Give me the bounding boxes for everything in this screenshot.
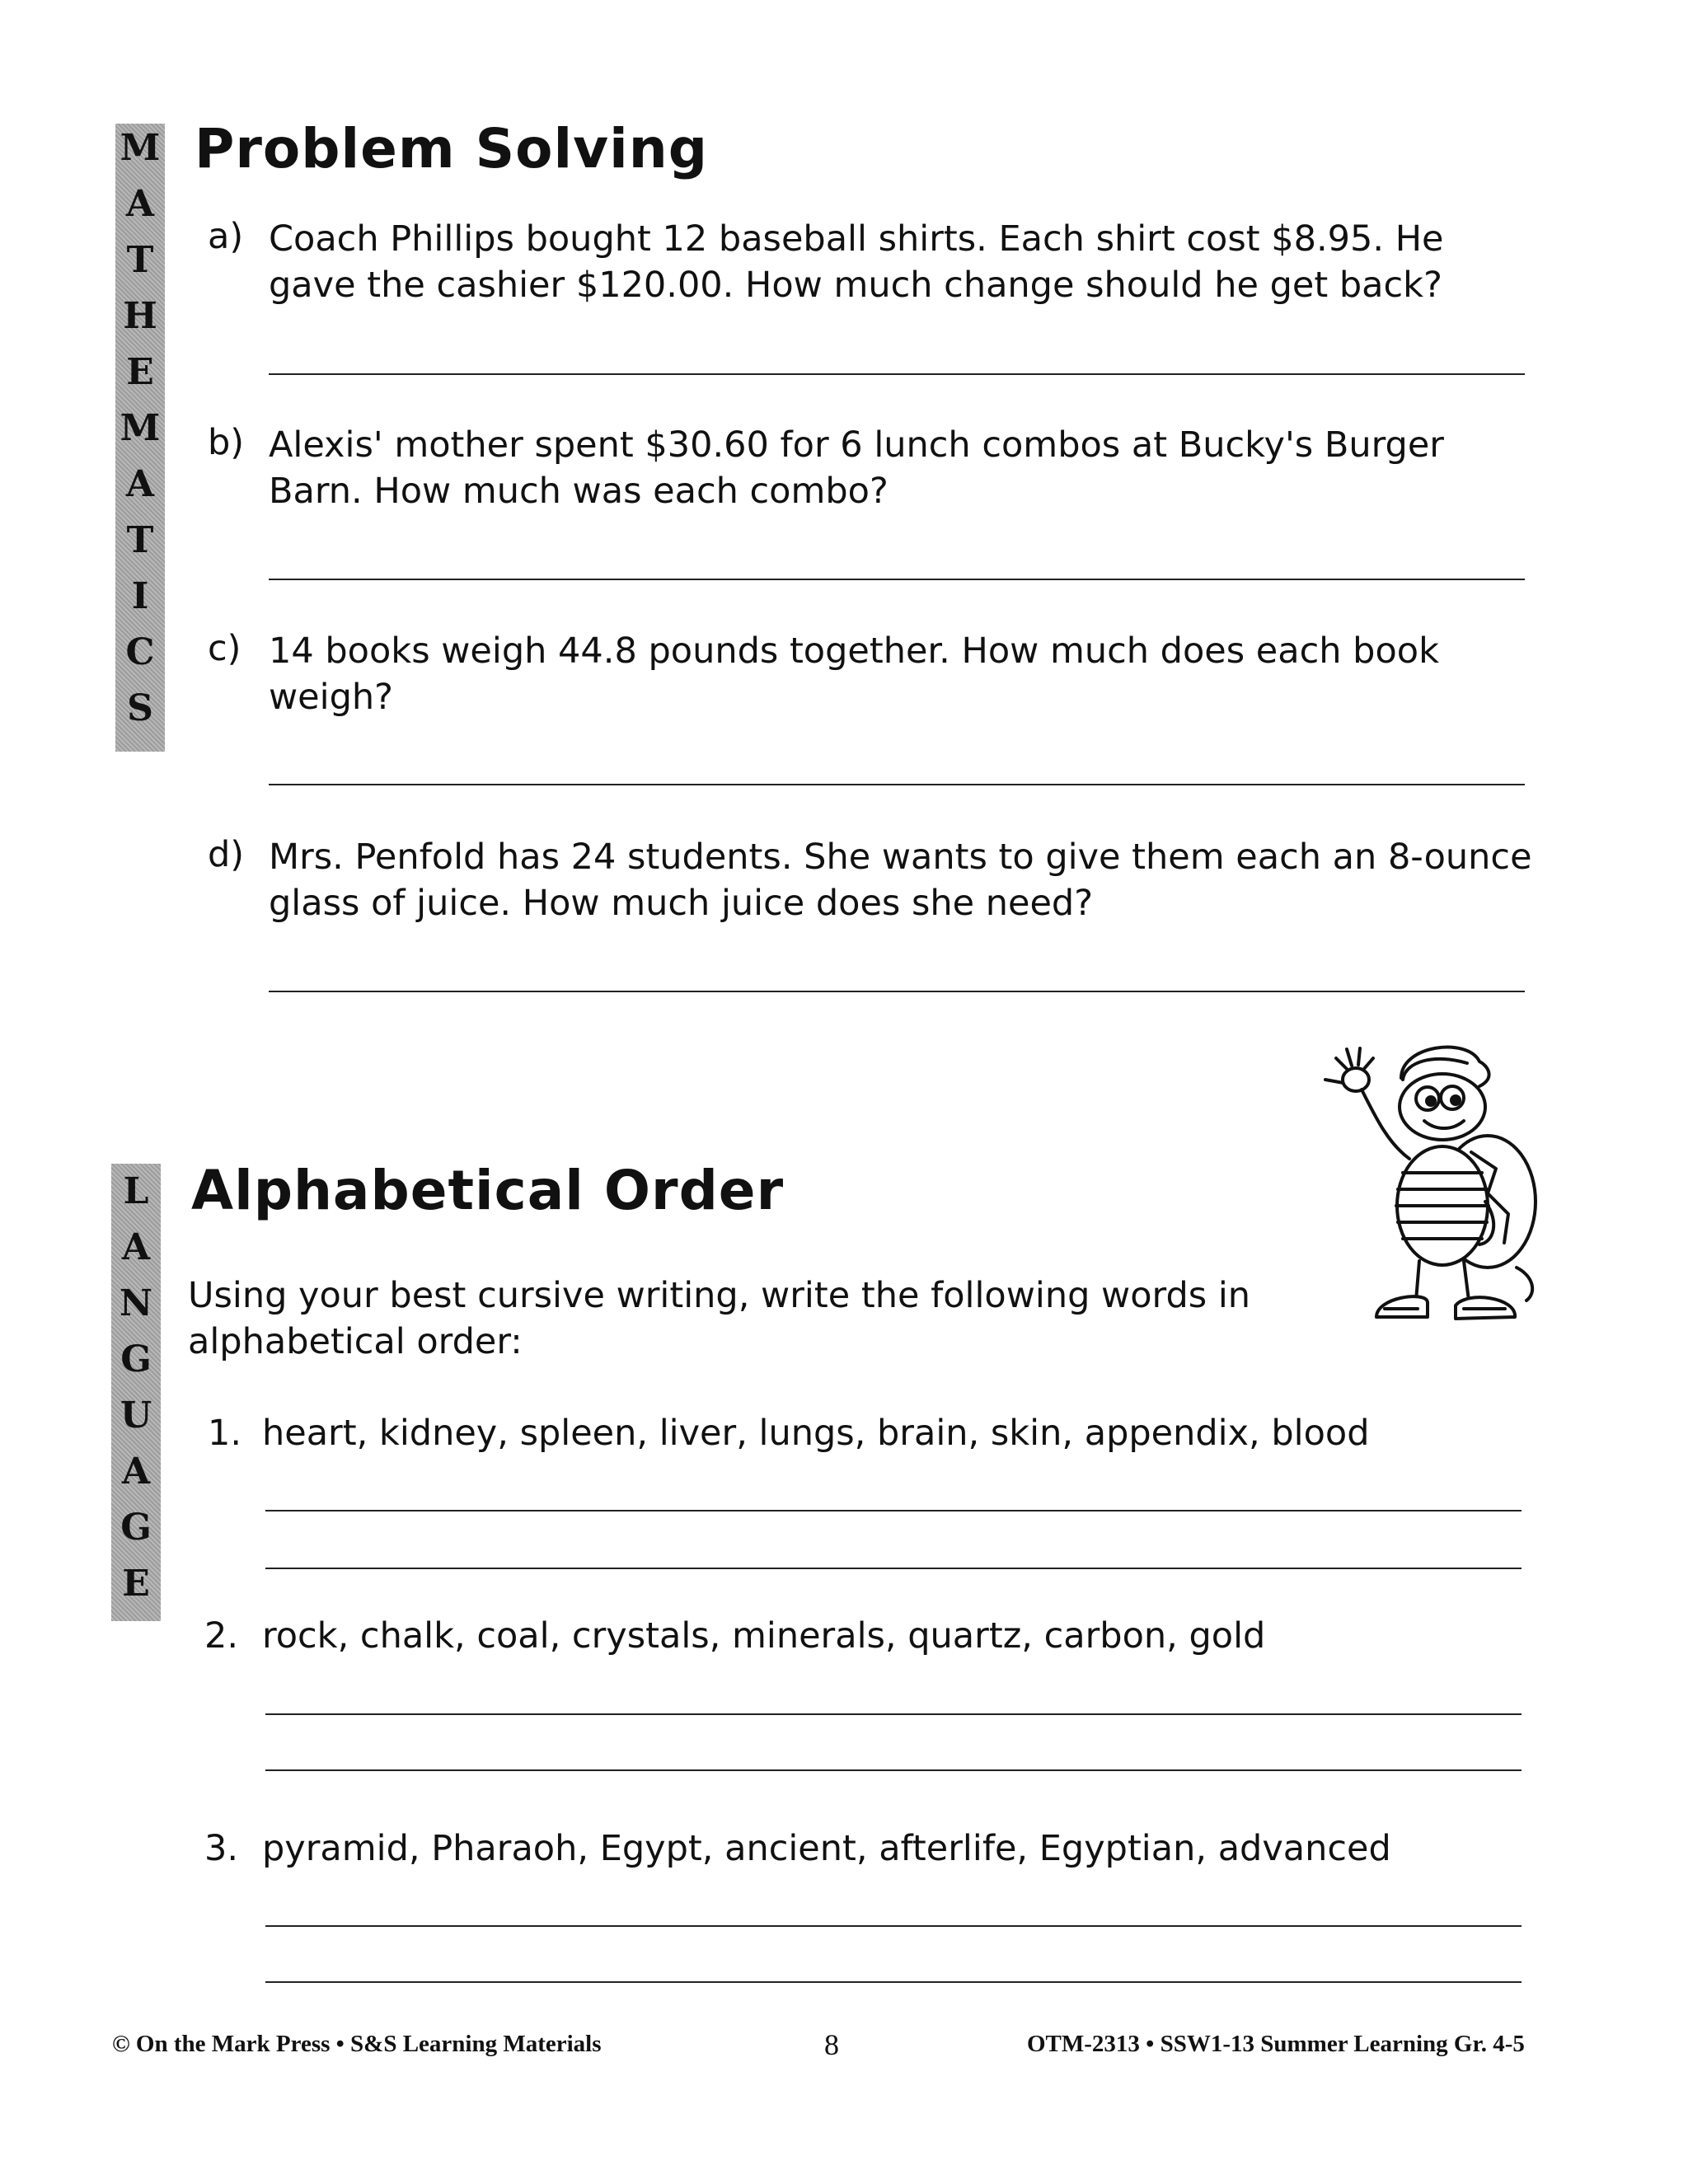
question-text: Mrs. Penfold has 24 students. She wants to give them each an 8-ounce glass of juice. How much juice does she need? [269,837,1532,924]
side-letter: H [123,295,157,337]
answer-line[interactable] [269,373,1525,375]
answer-line[interactable] [265,1568,1522,1569]
question-text: 14 books weigh 44.8 pounds together. How much does each book weigh? [269,630,1439,718]
page-number: 8 [824,2028,839,2061]
footer-publisher: © On the Mark Press • S&S Learning Materials [112,2031,602,2057]
question-text: Coach Phillips bought 12 baseball shirts. Each shirt cost $8.95. He gave the cashier $120.00. How much change should he get back? [269,218,1444,306]
side-letter: I [131,575,149,617]
turtle-mascot-illustration [1311,1029,1550,1358]
side-letter: T [126,519,154,561]
answer-line[interactable] [269,784,1525,785]
side-letter: E [126,351,154,393]
question-text: Alexis' mother spent $30.60 for 6 lunch combos at Bucky's Burger Barn. How much was each combo? [269,424,1444,512]
word-list: rock, chalk, coal, crystals, minerals, quartz, carbon, gold [262,1615,1266,1657]
side-letter: A [125,183,155,225]
side-letter: E [122,1563,150,1605]
word-list: heart, kidney, spleen, liver, lungs, brain, skin, appendix, blood [262,1413,1370,1454]
item-number: 2. [204,1615,239,1657]
section-title-problem-solving: Problem Solving [195,117,709,180]
item-number: 1. [208,1413,242,1454]
side-letter: U [120,1394,152,1436]
word-list: pyramid, Pharaoh, Egypt, ancient, afterlife, Egyptian, advanced [262,1828,1391,1869]
answer-line[interactable] [265,1925,1522,1927]
question-label: a) [208,216,244,257]
answer-line[interactable] [265,1713,1522,1715]
side-letter: L [123,1170,149,1212]
side-letter: M [120,127,161,169]
side-letter: G [120,1338,152,1380]
side-letter: A [121,1226,151,1268]
footer-product-code: OTM-2313 • SSW1-13 Summer Learning Gr. 4-5 [1027,2031,1525,2057]
side-letter: A [125,463,155,505]
side-letter: N [119,1282,153,1324]
question-label: c) [208,628,241,669]
question-label: b) [208,422,245,463]
item-number: 3. [204,1828,239,1869]
answer-line[interactable] [265,1510,1522,1511]
side-letter: A [121,1451,151,1493]
language-side-tab [111,1164,161,1621]
side-letter: T [126,239,154,281]
mathematics-side-tab [115,124,165,752]
side-letter: M [120,407,161,449]
question-label: d) [208,834,245,875]
side-letter: S [127,687,153,729]
side-letter: C [125,631,155,673]
answer-line[interactable] [265,1769,1522,1771]
answer-line[interactable] [269,579,1525,580]
instructions-text: Using your best cursive writing, write the following words in alphabetical order: [188,1275,1251,1362]
side-letter: G [120,1507,152,1549]
answer-line[interactable] [265,1981,1522,1983]
section-title-alphabetical-order: Alphabetical Order [191,1159,785,1222]
answer-line[interactable] [269,991,1525,992]
